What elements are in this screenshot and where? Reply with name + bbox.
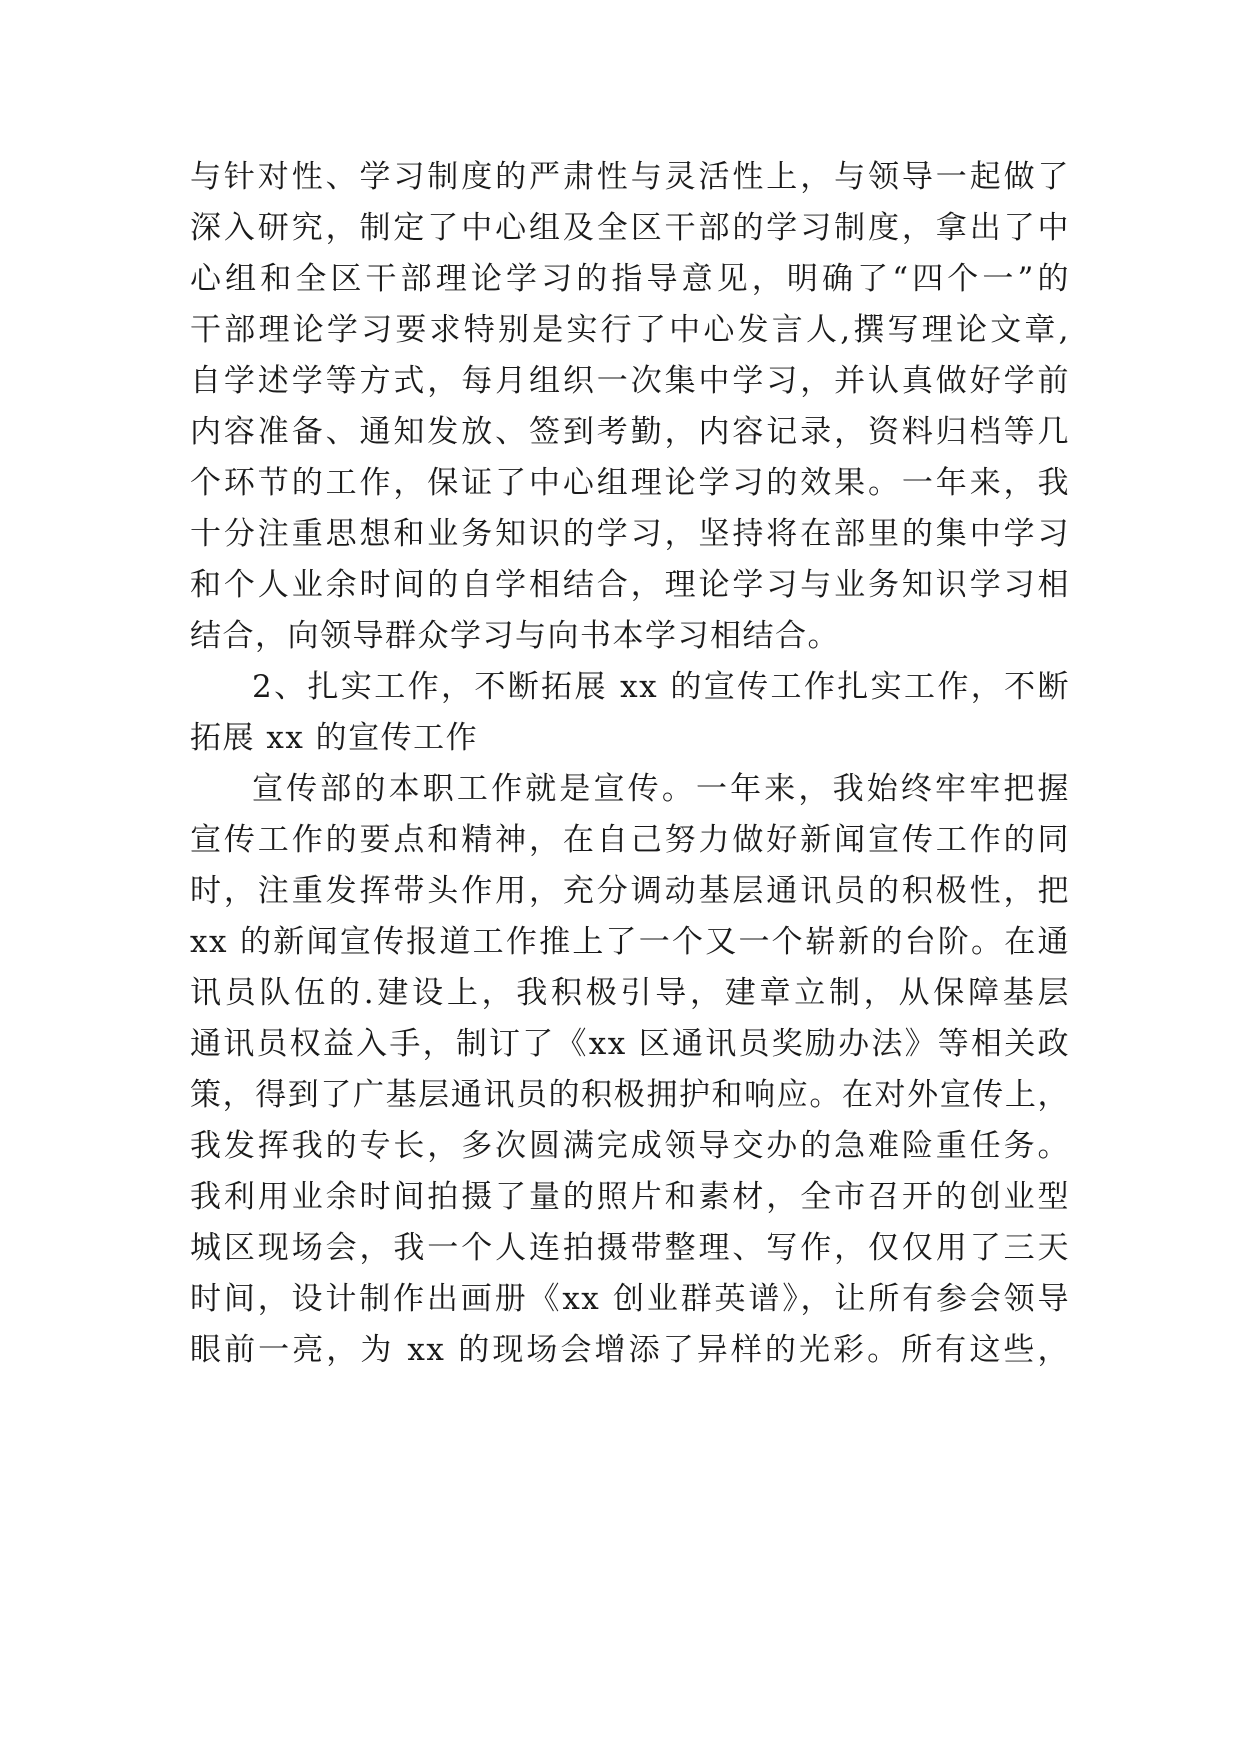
text-line: 与针对性、学习制度的严肃性与灵活性上，与领导一起做了 — [190, 159, 1070, 195]
text-line: 宣传部的本职工作就是宣传。一年来，我始终牢牢把握 — [252, 771, 1070, 807]
text-line: 宣传工作的要点和精神，在自己努力做好新闻宣传工作的同 — [190, 822, 1070, 858]
text-line: 我利用业余时间拍摄了量的照片和素材，全市召开的创业型 — [190, 1179, 1070, 1215]
text-line: 讯员队伍的.建设上，我积极引导，建章立制，从保障基层 — [190, 975, 1070, 1011]
text-line: 干部理论学习要求特别是实行了中心发言人,撰写理论文章, — [190, 312, 1070, 348]
text-line: 深入研究，制定了中心组及全区干部的学习制度，拿出了中 — [190, 210, 1070, 246]
text-line: 城区现场会，我一个人连拍摄带整理、写作，仅仅用了三天 — [190, 1230, 1070, 1266]
text-line: 个环节的工作，保证了中心组理论学习的效果。一年来，我 — [190, 465, 1070, 501]
section-heading-line: 拓展 xx 的宣传工作 — [190, 720, 479, 756]
text-line: 结合，向领导群众学习与向书本学习相结合。 — [190, 618, 840, 654]
section-heading-line: 2、扎实工作，不断拓展 xx 的宣传工作扎实工作，不断 — [252, 669, 1070, 705]
text-line: 内容准备、通知发放、签到考勤，内容记录，资料归档等几 — [190, 414, 1070, 450]
text-line: xx 的新闻宣传报道工作推上了一个又一个崭新的台阶。在通 — [190, 924, 1070, 960]
text-line: 我发挥我的专长，多次圆满完成领导交办的急难险重任务。 — [190, 1128, 1070, 1164]
text-line: 策，得到了广基层通讯员的积极拥护和响应。在对外宣传上， — [190, 1077, 1070, 1113]
text-line: 通讯员权益入手，制订了《xx 区通讯员奖励办法》等相关政 — [190, 1026, 1070, 1062]
body-text — [190, 152, 1070, 1376]
text-line: 十分注重思想和业务知识的学习，坚持将在部里的集中学习 — [190, 516, 1070, 552]
text-line: 时，注重发挥带头作用，充分调动基层通讯员的积极性，把 — [190, 873, 1070, 909]
text-line: 自学述学等方式，每月组织一次集中学习，并认真做好学前 — [190, 363, 1070, 399]
text-line: 眼前一亮，为 xx 的现场会增添了异样的光彩。所有这些， — [190, 1332, 1070, 1368]
text-line: 时间，设计制作出画册《xx 创业群英谱》，让所有参会领导 — [190, 1281, 1070, 1317]
text-line: 和个人业余时间的自学相结合，理论学习与业务知识学习相 — [190, 567, 1070, 603]
text-line: 心组和全区干部理论学习的指导意见，明确了“四个一”的 — [190, 261, 1070, 297]
